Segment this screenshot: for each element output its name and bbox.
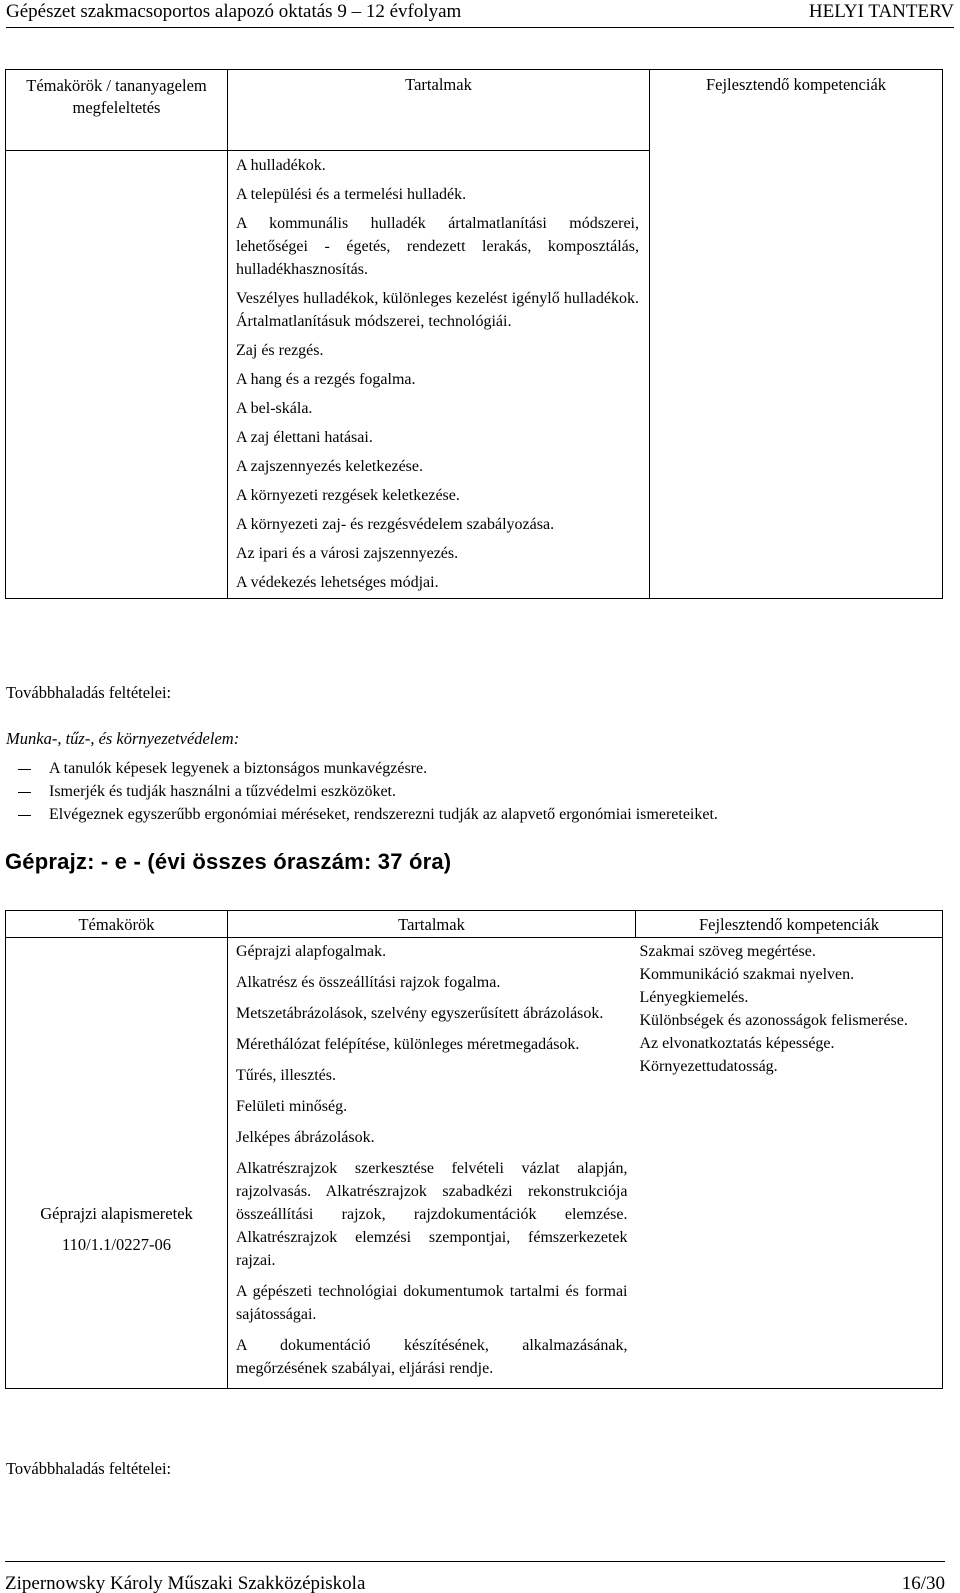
header-competencies: Fejlesztendő kompetenciák: [636, 911, 943, 938]
safety-list: [6, 758, 946, 827]
content-item: A zaj élettani hatásai.: [236, 429, 373, 446]
header-topics-mapping: Témakörök / tananyagelem megfeleltetés: [6, 70, 228, 151]
content-item: Veszélyes hulladékok, különleges kezelést igénylő hulladékok. Ártalmatlanításuk módszerei, technológiái.: [236, 290, 639, 330]
safety-title: Munka-, tűz-, és környezetvédelem:: [6, 729, 240, 748]
footer-rule: [5, 1561, 945, 1562]
progress-conditions-label: Továbbhaladás feltételei:: [6, 683, 172, 702]
curriculum-table-environment: [5, 69, 943, 599]
content-item: A gépészeti technológiai dokumentumok tartalmi és formai sajátosságai.: [236, 1283, 628, 1324]
content-item: Zaj és rezgés.: [236, 342, 324, 359]
content-item: A települési és a termelési hulladék.: [236, 186, 467, 203]
list-item: Elvégeznek egyszerűbb ergonómiai méréseket, rendszerezni tudják az alapvető ergonómiai ismereteiket.: [6, 804, 946, 826]
content-item: Alkatrészrajzok szerkesztése felvételi vázlat alapján, rajzolvasás. Alkatrészrajzok szabadkézi rekonstrukciója összeállítási rajzok, rajzdokumentációk elemzése. Alkatrészrajzok elemzési szempontjai, fémszerkezetek rajzai.: [236, 1160, 628, 1270]
content-item: Az ipari és a városi zajszennyezés.: [236, 545, 459, 562]
content-item: A kommunális hulladék ártalmatlanítási módszerei, lehetőségei - égetés, rendezett lerakás, komposztálás, hulladékhasznosítás.: [236, 215, 639, 278]
content-item: Géprajzi alapfogalmak.: [236, 943, 387, 961]
competency-item: Az elvonatkoztatás képessége.: [639, 1035, 835, 1053]
list-item: Ismerjék és tudják használni a tűzvédelmi eszközöket.: [6, 781, 946, 803]
contents-cell: [228, 151, 650, 599]
content-item: A dokumentáció készítésének, alkalmazásának, megőrzésének szabályai, eljárási rendje.: [236, 1337, 628, 1378]
content-item: A bel-skála.: [236, 400, 313, 417]
section-title: Géprajz: - e - (évi összes óraszám: 37 óra): [5, 849, 452, 874]
header-topics: Témakörök: [6, 911, 228, 938]
list-item: A tanulók képesek legyenek a biztonságos munkavégzésre.: [6, 758, 946, 780]
competency-item: Lényegkiemelés.: [639, 989, 749, 1007]
header-document-title: Gépészet szakmacsoportos alapozó oktatás 9 – 12 évfolyam: [6, 1, 462, 22]
header-curriculum-label: HELYI TANTERV: [808, 1, 954, 22]
topic-cell: [6, 938, 228, 1389]
content-item: Mérethálózat felépítése, különleges méretmegadások.: [236, 1036, 580, 1054]
competency-item: Kommunikáció szakmai nyelven.: [639, 966, 855, 984]
header-contents: Tartalmak: [228, 70, 650, 151]
content-item: A környezeti rezgések keletkezése.: [236, 487, 460, 504]
curriculum-table-technical-drawing: [5, 910, 943, 1389]
topic-code: 110/1.1/0227-06: [62, 1235, 171, 1255]
header-rule: [6, 27, 954, 28]
competency-item: Környezettudatosság.: [639, 1058, 778, 1076]
progress-conditions-label: Továbbhaladás feltételei:: [6, 1459, 172, 1478]
running-header: [6, 0, 954, 26]
topic-name: Géprajzi alapismeretek: [40, 1204, 193, 1224]
content-item: Tűrés, illesztés.: [236, 1067, 336, 1085]
content-item: Felületi minőség.: [236, 1098, 348, 1116]
competencies-cell: [636, 938, 943, 1389]
page-footer: [5, 1561, 945, 1593]
content-item: A hulladékok.: [236, 157, 326, 174]
contents-cell: [228, 938, 636, 1389]
content-item: A környezeti zaj- és rezgésvédelem szabályozása.: [236, 516, 555, 533]
page-number: 16/30: [901, 1573, 945, 1593]
content-item: Metszetábrázolások, szelvény egyszerűsített ábrázolások.: [236, 1005, 604, 1023]
content-item: Alkatrész és összeállítási rajzok fogalma.: [236, 974, 501, 992]
footer-school-name: Zipernowsky Károly Műszaki Szakközépiskola: [5, 1573, 366, 1593]
header-competencies: Fejlesztendő kompetenciák: [650, 70, 943, 151]
competency-item: Különbségek és azonosságok felismerése.: [639, 1012, 908, 1030]
topic-cell: [6, 151, 228, 599]
competencies-cell: [650, 151, 943, 599]
content-item: A hang és a rezgés fogalma.: [236, 371, 416, 388]
content-item: Jelképes ábrázolások.: [236, 1129, 375, 1147]
header-contents: Tartalmak: [228, 911, 636, 938]
competency-item: Szakmai szöveg megértése.: [639, 943, 816, 961]
content-item: A védekezés lehetséges módjai.: [236, 574, 439, 591]
content-item: A zajszennyezés keletkezése.: [236, 458, 424, 475]
